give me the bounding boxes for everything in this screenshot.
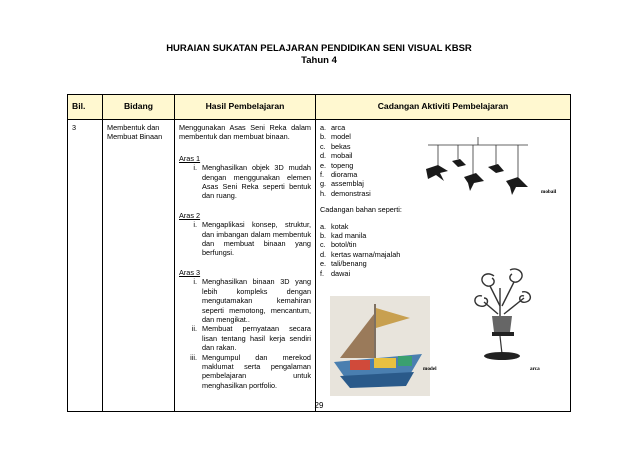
list-item: e. topeng [320, 160, 354, 170]
list-item: f. diorama [320, 170, 358, 180]
bahan-list [320, 222, 412, 278]
title-line-1: HURAIAN SUKATAN PELAJARAN PENDIDIKAN SENI VISUAL KBSR [166, 43, 472, 54]
aras-3-item-2: ii. Membuat pernyataan secara lisan tentang hasil kerja sendiri dan rakan. [191, 324, 311, 353]
list-item: b. model [320, 132, 351, 142]
hasil-intro: Menggunakan Asas Seni Reka dalam membentuk dan membuat binaan. [179, 123, 311, 142]
list-item: b. kad manila [320, 231, 367, 241]
cell-hasil [175, 120, 316, 412]
aras-3-item-1: i. Menghasilkan binaan 3D yang lebih kompleks dengan mengutamakan kemahiran seperti memotong, mencantum, dan mengikat.. [193, 277, 311, 324]
list-item: d. kertas warna/majalah [320, 249, 401, 259]
cell-bidang: Membentuk dan Membuat Binaan [103, 120, 175, 412]
header-cadangan: Cadangan Aktiviti Pembelajaran [316, 95, 571, 120]
table-header-row [68, 95, 571, 120]
aras-2-item-1: i. Mengaplikasi konsep, struktur, dan imbangan dalam membentuk dan membuat binaan yang berfungsi. [193, 220, 311, 258]
header-bidang: Bidang [103, 95, 175, 120]
activity-lists [320, 123, 412, 278]
title-line-2: Tahun 4 [301, 55, 337, 66]
aras-1-label: Aras 1 [179, 153, 201, 163]
cell-bil: 3 [68, 120, 103, 412]
activity-list [320, 123, 412, 198]
sculpture-illustration [470, 266, 542, 364]
list-item: a. kotak [320, 221, 349, 231]
aras-3-item-3: iii. Mengumpul dan merekod maklumat serta pengalaman pembelajaran untuk menghasilkan portfolio. [190, 352, 311, 390]
list-item: c. botol/tin [320, 240, 357, 250]
list-item: c. bekas [320, 141, 351, 151]
caption-arca: arca [530, 366, 540, 372]
header-hasil: Hasil Pembelajaran [175, 95, 316, 120]
page-number: 29 [314, 401, 324, 410]
list-item: h. demonstrasi [320, 188, 371, 198]
list-item: d. mobail [320, 151, 353, 161]
list-item: f. dawai [320, 268, 351, 278]
list-item: a. arca [320, 123, 346, 132]
list-item: e. tali/benang [320, 259, 367, 269]
aras-3-label: Aras 3 [179, 267, 201, 277]
bahan-title: Cadangan bahan seperti: [320, 205, 402, 215]
caption-mobail: mobail [541, 189, 557, 195]
mobile-illustration [418, 137, 538, 207]
aras-1-item-1: i. Menghasilkan objek 3D mudah dengan menggunakan elemen Asas Seni Reka seperti bentuk dan ruang. [193, 163, 311, 201]
aras-2-label: Aras 2 [179, 210, 201, 220]
header-bil: Bil. [68, 95, 103, 120]
model-boat-illustration [330, 296, 430, 396]
list-item: g. assemblaj [320, 179, 364, 189]
caption-model: model [423, 366, 437, 372]
document-title [0, 43, 638, 67]
